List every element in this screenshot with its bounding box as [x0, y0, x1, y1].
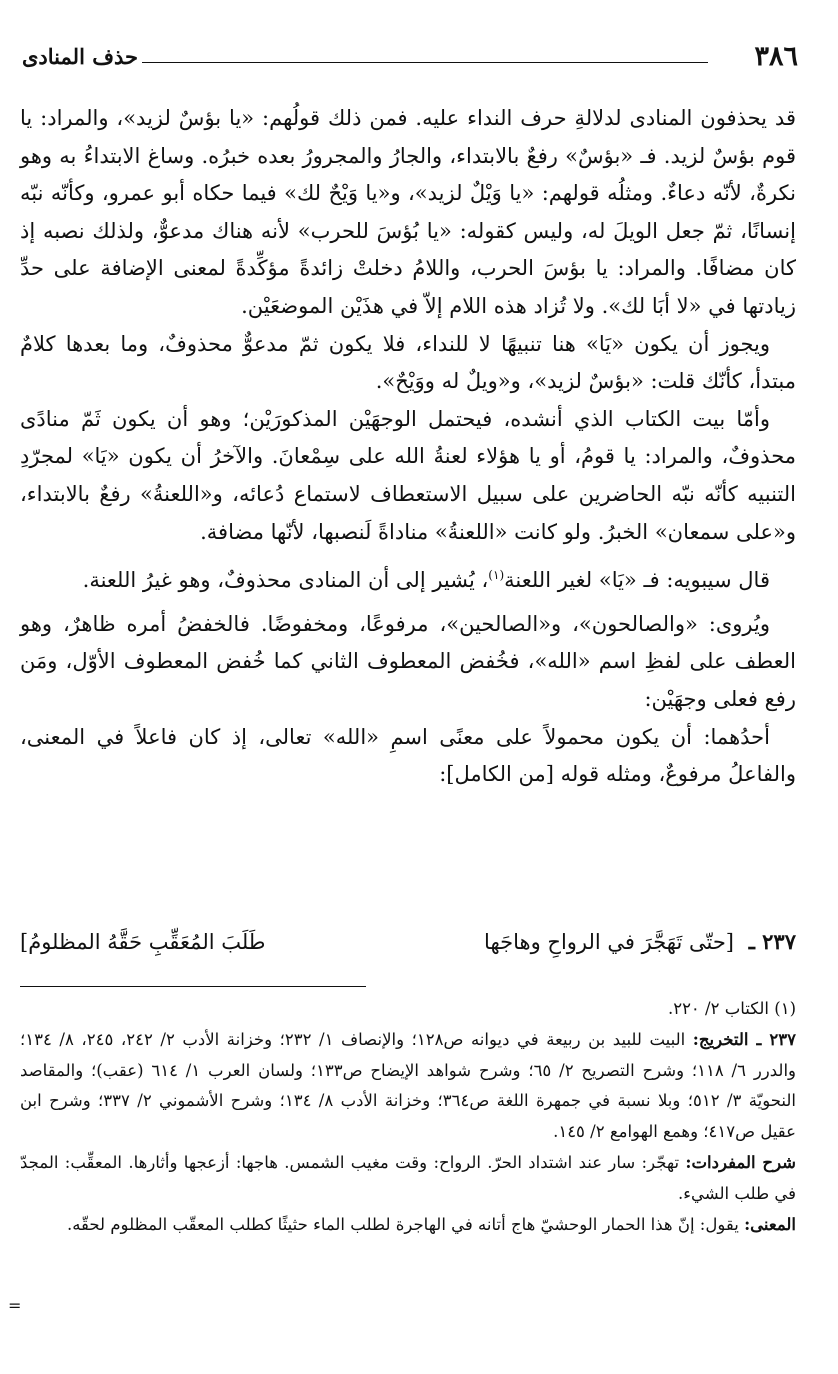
meaning-label: المعنى:	[744, 1214, 796, 1234]
paragraph-1: قد يحذفون المنادى لدلالةِ حرف النداء عليه. فمن ذلك قولُهم: «يا بؤسٌ لزيد»، والمراد: يا قوم بؤسٌ لزيد. فـ «بؤسٌ» رفعٌ بالابتداء، والجارُ والمجرورُ بعده خبرُه. وساغ الابتداءُ به وهو نكرةٌ، لأنّه دعاءٌ. ومثلُه قولهم: «يا وَيْلٌ لزيد»، و«يا وَيْحٌ لك» فيما حكاه أبو عمرو، وكأنّه نبّه إنسانًا، ثمّ جعل الويلَ له، وليس كقوله: «يا بُؤسَ للحرب» لأنه هناك مدعوٌّ، ولذلك نصبه إذ كان مضافًا. والمراد: يا بؤسَ الحرب، واللامُ دخلتْ زائدةً مؤكِّدةً لمعنى الإضافة على حدِّ زيادتها في «لا أبَا لك». ولا تُزاد هذه اللام إلاّ في هذَيْن الموضعَيْن.	[20, 106, 796, 318]
paragraph-4-start: قال سيبويه: فـ «يَا» لغير اللعنة	[504, 568, 770, 593]
paragraph-2: ويجوز أن يكون «يَا» هنا تنبيهًا لا للنداء، فلا يكون ثمّ مدعوٌّ محذوفٌ، وما بعدها كلامٌ مبتدأ، كأنّك قلت: «بؤسٌ لزيد»، و«ويلٌ له ووَيْحٌ».	[20, 331, 796, 394]
takhrij-text: البيت للبيد بن ربيعة في ديوانه ص١٢٨؛ والإنصاف ١/ ٢٣٢؛ وخزانة الأدب ٢/ ٢٤٢، ٢٤٥، ٨/ ١٣٤؛ والدرر ٦/ ١١٨؛ وشرح التصريح ٢/ ٦٥؛ وشرح شواهد الإيضاح ص١٣٣؛ ولسان العرب ١/ ٦١٤ (عقب)؛ والمقاصد النحويّة ٣/ ٥١٢؛ وبلا نسبة في جمهرة اللغة ص٣٦٤؛ وخزانة الأدب ٨/ ١٣٤؛ وشرح الأشموني ٢/ ٣٣٧؛ وشرح ابن عقيل ص٤١٧؛ وهمع الهوامع ٢/ ١٤٥.	[20, 1029, 797, 1142]
margin-mark: =	[8, 1296, 22, 1315]
verse-number: ٢٣٧ ـ	[748, 929, 796, 954]
page-number: ٣٨٦	[754, 41, 798, 72]
paragraph-6: أحدُهما: أن يكون محمولاً على معنًى اسمِ «الله» تعالى، إذ كان فاعلاً في المعنى، والفاعلُ مرفوعٌ، ومثله قوله [من الكامل]:	[20, 724, 796, 787]
meaning-text: يقول: إنّ هذا الحمار الوحشيّ هاج أتانه في الهاجرة لطلب الماء حثيثًا كطلب المعقّب المظلوم لحقّه.	[66, 1214, 745, 1234]
running-title: حذف المنادى	[22, 44, 138, 69]
footnote-takhrij	[20, 1025, 796, 1148]
footnote-vocabulary	[20, 1148, 796, 1210]
main-text	[20, 100, 796, 794]
paragraph-3: وأمّا بيت الكتاب الذي أنشده، فيحتمل الوجهَيْن المذكورَيْن؛ وهو أن يكون ثَمّ منادًى محذوفٌ، والمراد: يا قومُ، أو يا هؤلاء لعنةُ الله على سِمْعانَ. والآخرُ أن يكون «يَا» لمجرّدِ التنبيه كأنّه نبّه الحاضرين على سبيل الاستعطاف لاستماع دُعائه، و«اللعنةُ» رفعٌ بالابتداء، و«على سمعان» الخبرُ. ولو كانت «اللعنةُ» مناداةً لَنصبها، لأنّها مضافة.	[20, 406, 796, 544]
footnotes	[20, 994, 796, 1240]
vocabulary-text: تهجّر: سار عند اشتداد الحرّ. الرواح: وقت مغيب الشمس. هاجها: أزعجها وأثارها. المعقِّب: المجدّ في طلب الشيء.	[20, 1152, 796, 1203]
paragraph-4	[20, 557, 796, 600]
verse-first-hemistich: [حتّى تَهَجَّرَ في الرواحِ وهاجَها	[484, 930, 734, 954]
footnote-ref-1: (١)	[488, 568, 505, 583]
page-header	[22, 40, 798, 76]
takhrij-label: ٢٣٧ ـ التخريج:	[692, 1029, 797, 1049]
footnote-1: (١) الكتاب ٢/ ٢٢٠.	[667, 999, 796, 1018]
poetry-verse	[20, 924, 796, 964]
paragraph-4-end: ، يُشير إلى أن المنادى محذوفٌ، وهو غيرُ اللعنة.	[82, 568, 489, 593]
footnote-divider	[20, 986, 366, 987]
verse-second-hemistich: طَلَبَ المُعَقِّبِ حَقَّهُ المظلومُ]	[20, 930, 266, 954]
header-rule	[142, 62, 708, 63]
vocabulary-label: شرح المفردات:	[685, 1152, 796, 1172]
paragraph-5: ويُروى: «والصالحون»، و«الصالحين»، مرفوعًا، ومخفوضًا. فالخفضُ أمره ظاهرٌ، وهو العطف على لفظِ اسم «الله»، فخُفض المعطوف الثاني كما خُفض المعطوف الأوّل، ومَن رفع فعلى وجهَيْن:	[20, 611, 796, 711]
footnote-meaning	[20, 1210, 796, 1241]
